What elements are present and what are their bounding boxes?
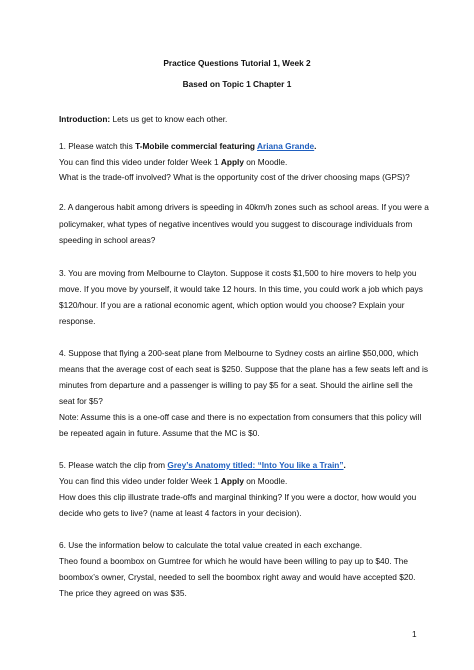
q5-text: 5. Please watch the clip from (59, 460, 168, 470)
q6-line-3: boombox’s owner, Crystal, needed to sell the boombox right away and would have accepted $20. (59, 572, 416, 582)
q6-line-1: 6. Use the information below to calculate the total value created in each exchange. (59, 540, 363, 550)
q2-line-1: 2. A dangerous habit among drivers is speeding in 40km/h zones such as school areas. If you were a (59, 202, 429, 212)
q5-line-3: How does this clip illustrate trade-offs and marginal thinking? If you were a doctor, how would you (59, 492, 417, 502)
q1-period: . (314, 141, 317, 151)
q1-location-text: You can find this video under folder Week 1 (59, 157, 221, 167)
page-title: Practice Questions Tutorial 1, Week 2 (163, 58, 311, 68)
q5-line-1 (59, 458, 346, 472)
q2-line-2: policymaker, what types of negative incentives would you suggest to discourage individuals from (59, 219, 413, 229)
q4-line-1: 4. Suppose that flying a 200-seat plane from Melbourne to Sydney costs an airline $50,000, which (59, 348, 419, 358)
q4-line-4: seat for $5? (59, 396, 103, 406)
q1-line-1 (59, 139, 316, 153)
q1-line-2 (59, 155, 287, 169)
page-number: 1 (412, 629, 417, 639)
q6-line-4: The price they agreed on was $35. (59, 588, 187, 598)
q3-line-1: 3. You are moving from Melbourne to Clayton. Suppose it costs $1,500 to hire movers to help you (59, 268, 417, 278)
ariana-grande-link[interactable]: Ariana Grande (256, 141, 315, 151)
q5-period: . (343, 460, 346, 470)
page-subtitle: Based on Topic 1 Chapter 1 (182, 79, 292, 89)
q4-line-2: means that the average cost of each seat is $250. Suppose that the plane has a few seats left and is (59, 364, 428, 374)
q2-line-3: speeding in school areas? (59, 235, 156, 245)
q4-note-line-1: Note: Assume this is a one-off case and there is no expectation from consumers that this policy will (59, 412, 422, 422)
q1-apply-text: Apply (220, 157, 244, 167)
q3-line-2: move. If you move by yourself, it would take 12 hours. In this time, you could work a job which pays (59, 284, 423, 294)
q1-line-3: What is the trade-off involved? What is the opportunity cost of the driver choosing maps (GPS)? (59, 172, 410, 182)
intro-label: Introduction: (59, 114, 111, 124)
q5-line-2 (59, 474, 287, 488)
q1-bold-text: T-Mobile commercial featuring (135, 141, 257, 151)
q1-moodle-text: on Moodle. (243, 157, 288, 167)
q5-moodle-text: on Moodle. (243, 476, 288, 486)
q1-text: 1. Please watch this (59, 141, 136, 151)
q4-line-3: minutes from departure and a passenger is willing to pay $5 for a seat. Should the airline sell the (59, 380, 413, 390)
q4-note-line-2: be repeated again in future. Assume that the MC is $0. (59, 428, 260, 438)
greys-anatomy-link[interactable]: Grey’s Anatomy titled: “Into You like a Train” (167, 460, 344, 470)
q6-line-2: Theo found a boombox on Gumtree for which he would have been willing to pay up to $40. The (59, 556, 409, 566)
q5-apply-text: Apply (220, 476, 244, 486)
q5-location-text: You can find this video under folder Week 1 (59, 476, 221, 486)
q3-line-4: response. (59, 316, 96, 326)
intro-line (59, 112, 227, 126)
q5-line-4: decide who gets to live? (name at least 4 factors in your decision). (59, 508, 302, 518)
q3-line-3: $120/hour. If you are a rational economic agent, which option would you choose? Explain your (59, 300, 405, 310)
intro-text: Lets us get to know each other. (110, 114, 228, 124)
